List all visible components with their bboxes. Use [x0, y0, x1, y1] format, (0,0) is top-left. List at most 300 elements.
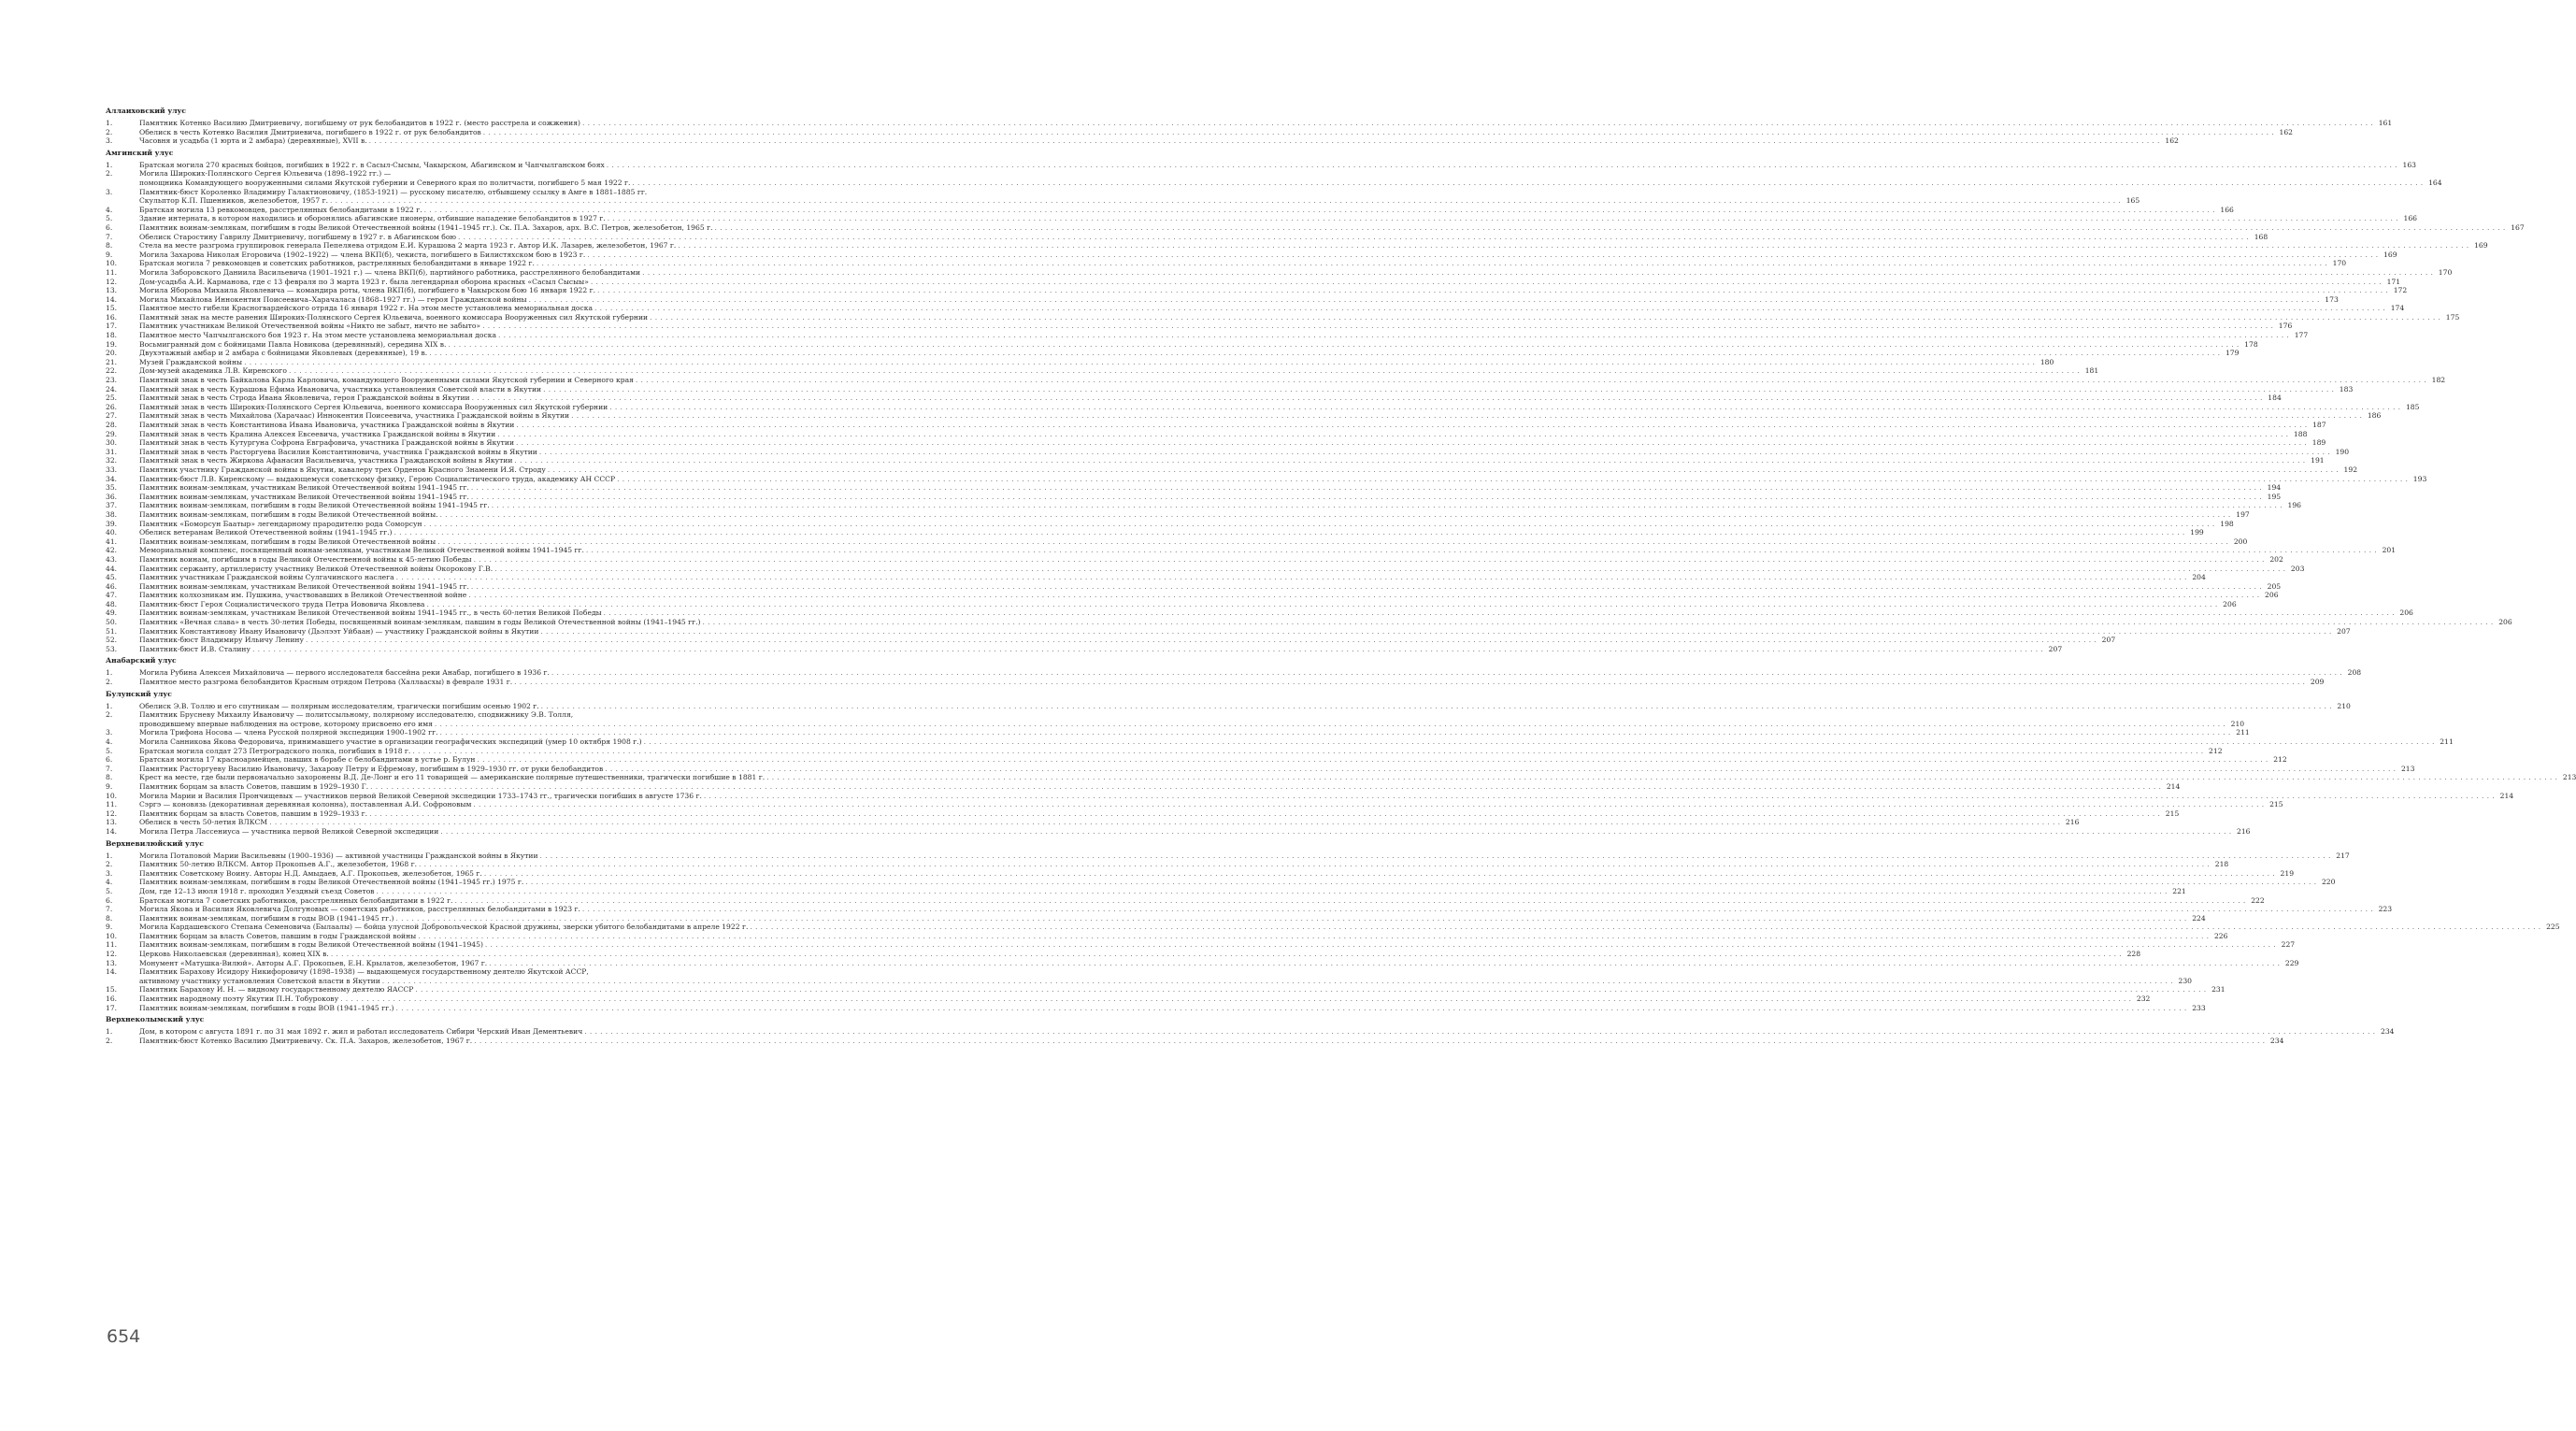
entry-line	[139, 1027, 2395, 1037]
entry-body	[139, 644, 2063, 654]
entry-text: проводившему впервые наблюдения на острове, которому присвоено его имя	[139, 719, 433, 728]
toc-entry	[106, 267, 2453, 278]
entry-number: 5.	[106, 886, 113, 895]
dot-leader	[535, 259, 2329, 268]
entry-body	[139, 160, 2416, 170]
entry-text: Памятный знак в честь Константинова Ивана Ивановича, участника Гражданской войны в Якутии	[139, 421, 515, 429]
dot-leader	[712, 223, 2507, 233]
dot-leader	[595, 286, 2390, 295]
entry-text: Памятник Барахову И. Н. — видному государственному деятелю ЯАССР	[139, 985, 414, 995]
dot-leader	[765, 773, 2559, 782]
toc-entry	[106, 826, 2251, 837]
toc-entry	[106, 800, 2283, 809]
toc-entry	[106, 322, 2293, 331]
dot-leader	[367, 136, 2162, 146]
entry-body	[139, 773, 2576, 782]
entry-page: 164	[2428, 178, 2442, 187]
entry-number: 5.	[106, 214, 113, 223]
entry-number: 9.	[106, 923, 113, 932]
entry-line	[139, 214, 2417, 223]
dot-leader	[424, 600, 2219, 609]
entry-text: Памятный знак в честь Расторгуева Василия Константиновича, участника Гражданской войны в Якутии	[139, 447, 537, 456]
entry-page: 184	[2268, 394, 2282, 403]
toc-entry	[106, 868, 2295, 879]
entry-body	[139, 826, 2251, 837]
dot-leader	[469, 493, 2264, 502]
entry-line	[139, 136, 2179, 146]
entry-line	[139, 781, 2181, 792]
toc-entry	[106, 985, 2225, 995]
entry-text: Могила Трифона Носова — члена Русской полярной экспедиции 1900–1902 гг.	[139, 728, 438, 737]
entry-page: 178	[2244, 339, 2258, 349]
entry-body	[139, 573, 2206, 582]
entry-text: Памятник-бюст Владимиру Ильичу Ленину	[139, 636, 304, 645]
entry-text: Памятное место Чапчылганского боя 1923 г. На этом месте установлена мемориальная доска	[139, 331, 496, 340]
toc-entry	[106, 286, 2408, 295]
entry-body	[139, 940, 2296, 950]
entry-text: Памятник 50-летию ВЛКСМ. Автор Прокопьев А.Г., железобетон, 1968 г.	[139, 860, 418, 869]
entry-number: 27.	[106, 411, 118, 421]
dot-leader	[472, 555, 2267, 565]
entry-body	[139, 985, 2225, 995]
entry-line	[139, 967, 1034, 977]
toc-section	[106, 656, 2362, 687]
entry-page: 219	[2280, 868, 2295, 878]
entry-text: Памятник Расторгуеву Василию Ивановичу, Захарову Петру и Ефремову, погибшим в 1929–1930 гг. от руки белобандитов	[139, 764, 604, 773]
dot-leader	[615, 475, 2410, 484]
entry-body	[139, 626, 2351, 637]
toc-section	[106, 838, 2560, 1013]
entry-number: 13.	[106, 286, 118, 295]
entry-text: Памятное место разгрома белобандитов Красным отрядом Петрова (Халлаасхы) в феврале 1931 г.	[139, 678, 513, 687]
entry-number: 41.	[106, 537, 118, 546]
entry-line	[139, 626, 2351, 637]
toc-entry	[106, 357, 2054, 367]
toc-entry	[106, 591, 2279, 600]
entry-page: 210	[2230, 719, 2245, 728]
entry-line	[139, 169, 1034, 179]
entry-body	[139, 913, 2206, 923]
entry-text: Памятник Константинову Ивану Ивановичу (Дьэлээт Уйбаан) — участнику Гражданской войны в Якутии	[139, 626, 539, 636]
entry-number: 7.	[106, 905, 113, 914]
entry-body	[139, 277, 2401, 287]
entry-text: Памятник воинам-землякам, погибшим в годы ВОВ (1941–1945 гг.)	[139, 1003, 394, 1012]
entry-page: 177	[2294, 331, 2309, 340]
entry-page: 214	[2166, 781, 2181, 791]
entry-line	[139, 608, 2413, 618]
entry-line	[139, 119, 2393, 128]
entry-text: Памятник воинам-землякам, погибшим в годы Великой Отечественной войны.	[139, 509, 438, 519]
entry-number: 11.	[106, 800, 118, 809]
dot-leader	[512, 456, 2307, 465]
entry-page: 215	[2165, 809, 2180, 818]
entry-page: 224	[2192, 913, 2206, 923]
toc-entry	[106, 214, 2417, 223]
entry-text: Памятник «Боморсун Баатыр» легендарному прародителю рода Соморсун	[139, 519, 422, 528]
entry-text: Памятник «Вечная слава» в честь 30-летия Победы, посвященный воинам-землякам, павшим в годы Великой Отечественной войны (1941–1945 гг.)	[139, 618, 701, 627]
entry-page: 213	[2400, 764, 2415, 773]
toc-entry	[106, 931, 2228, 941]
entry-text: Могила Марии и Василия Прончищевых — участников первой Великой Северной экспедиции 1733–1743 гг., трагически погибших в августе 1736 г.	[139, 791, 702, 800]
entry-number: 1.	[106, 668, 113, 678]
entry-number: 32.	[106, 456, 118, 465]
entry-page: 180	[2039, 357, 2054, 366]
dot-leader	[375, 887, 2169, 896]
dot-leader	[569, 411, 2364, 421]
entry-number: 5.	[106, 746, 113, 755]
entry-body	[139, 791, 2514, 801]
toc-entry	[106, 528, 2204, 537]
entry-line	[139, 719, 2245, 729]
dot-leader	[514, 438, 2309, 448]
entry-number: 18.	[106, 331, 118, 340]
dot-leader	[287, 366, 2082, 376]
entry-page: 202	[2269, 554, 2283, 564]
entry-body	[139, 312, 2460, 322]
entry-body	[139, 394, 2282, 403]
entry-number: 30.	[106, 438, 118, 448]
dot-leader	[338, 995, 2133, 1004]
entry-number: 29.	[106, 429, 118, 438]
entry-body	[139, 376, 2446, 385]
entry-page: 192	[2343, 465, 2358, 474]
entry-number: 46.	[106, 581, 118, 591]
entry-text: Памятник сержанту, артиллеристу участнику Великой Отечественной войны Окорокову Г.В.	[139, 564, 494, 573]
section-title: Булунский улус	[106, 689, 172, 698]
entry-line	[139, 710, 1034, 720]
toc-entry	[106, 940, 2296, 950]
dot-leader	[433, 720, 2227, 729]
entry-text: Могила Кардашевского Степана Семеновича (Былаалы) — бойца улусной Добровольческой Красной дружины, зверски убитого белобандитами в апреле 1922 г.	[139, 923, 749, 932]
entry-body	[139, 800, 2283, 809]
entry-page: 217	[2336, 851, 2350, 860]
entry-text: Могила Яборова Михаила Яковлевича — командира роты, члена ВКП(б), погибшего в Чакырском бою 16 января 1922 г.	[139, 286, 595, 295]
dot-leader	[394, 914, 2188, 923]
entry-body	[139, 474, 2427, 484]
entry-page: 211	[2236, 728, 2250, 737]
entry-line	[139, 913, 2206, 923]
toc-entry	[106, 668, 2362, 678]
entry-body	[139, 357, 2054, 367]
entry-number: 12.	[106, 277, 118, 286]
entry-body	[139, 501, 2301, 510]
entry-body	[139, 886, 2186, 896]
dot-leader	[394, 1004, 2188, 1013]
entry-line	[139, 501, 2301, 510]
entry-text: Обелиск Старостину Гаврилу Дмитриевичу, погибшему в 1927 г. в Абагинском бою	[139, 232, 456, 241]
dot-leader	[550, 668, 2344, 678]
entry-text: Памятник воинам-землякам, погибшим в годы Великой Отечественной войны (1941–1945 гг.). Ск. П.А. Захаров, арх. В.С. Петров, железобетон, 1965 г.	[139, 222, 713, 232]
entry-body	[139, 710, 2245, 728]
dot-leader	[416, 932, 2211, 941]
entry-text: Обелиск ветеранам Великой Отечественной войны (1941–1945 гг.)	[139, 528, 393, 537]
entry-line	[139, 267, 2453, 278]
entry-text: Памятник участнику Гражданской войны в Якутии, кавалеру трех Орденов Красного Знамени И.Я. Строду	[139, 465, 546, 474]
entry-number: 14.	[106, 826, 118, 836]
toc-entry	[106, 773, 2576, 782]
dot-leader	[328, 196, 2123, 206]
entry-text: Памятник воинам-землякам, участникам Великой Отечественной войны 1941–1945 гг., в честь 60-летия Великой Победы	[139, 608, 602, 618]
entry-line	[139, 537, 2248, 547]
toc-entry	[106, 127, 2294, 137]
entry-line	[139, 728, 2250, 737]
toc-entry	[106, 546, 2397, 555]
entry-line	[139, 376, 2446, 385]
entry-body	[139, 546, 2397, 555]
entry-line	[139, 701, 2351, 711]
entry-body	[139, 456, 2325, 465]
entry-line	[139, 976, 2192, 986]
dot-leader	[267, 818, 2062, 827]
dot-leader	[539, 702, 2334, 711]
entry-text: Памятник колхозникам им. Пушкина, участвовавших в Великой Отечественной войне	[139, 591, 467, 600]
entry-number: 24.	[106, 384, 118, 394]
dot-leader	[422, 206, 2217, 215]
entry-page: 196	[2287, 501, 2301, 510]
dot-leader	[603, 765, 2397, 774]
entry-line	[139, 483, 2282, 493]
dot-leader	[538, 627, 2333, 637]
entry-line	[139, 905, 2393, 914]
entry-body	[139, 331, 2309, 340]
entry-number: 3.	[106, 868, 113, 878]
dot-leader	[480, 322, 2275, 331]
entry-page: 169	[2383, 250, 2397, 259]
entry-line	[139, 923, 2560, 932]
entry-page: 213	[2562, 773, 2576, 782]
entry-line	[139, 591, 2279, 600]
entry-number: 9.	[106, 781, 113, 791]
dot-leader	[470, 394, 2265, 403]
dot-leader	[538, 851, 2333, 861]
entry-text: Крест на месте, где были первоначально захоронены В.Д. Де-Лонг и его 11 товарищей — американские полярные путешественники, трагически погибшие в 1881 г.	[139, 773, 766, 782]
entry-body	[139, 127, 2294, 137]
dot-leader	[608, 403, 2402, 412]
entry-line	[139, 250, 2397, 260]
entry-text: Памятный знак в честь Курашова Ефима Ивановича, участника установления Советской власти в Якутии	[139, 384, 542, 394]
entry-number: 1.	[106, 701, 113, 710]
entry-line	[139, 456, 2325, 465]
entry-body	[139, 781, 2181, 792]
entry-body	[139, 411, 2382, 421]
toc-entry	[106, 205, 2234, 215]
toc-entry	[106, 232, 2268, 242]
page-number: 654	[107, 1326, 141, 1347]
entry-body	[139, 429, 2308, 439]
entry-body	[139, 509, 2250, 520]
toc-entry	[106, 160, 2416, 170]
toc-section	[106, 148, 2525, 654]
entry-page: 200	[2233, 537, 2248, 546]
entry-page: 166	[2403, 214, 2417, 223]
entry-body	[139, 591, 2279, 600]
entry-body	[139, 931, 2228, 941]
entry-line	[139, 818, 2080, 827]
entry-text: Памятник Советскому Воину. Авторы Н.Д. Амыдаев, А.Г. Прокопьев, железобетон, 1965 г.	[139, 868, 482, 878]
entry-number: 38.	[106, 509, 118, 519]
dot-leader	[584, 546, 2379, 555]
entry-page: 207	[2337, 626, 2351, 636]
entry-number: 10.	[106, 931, 118, 940]
entry-text: Часовня и усадьба (1 юрта и 2 амбара) (деревянные), XVII в.	[139, 136, 367, 146]
entry-line	[139, 554, 2283, 565]
entry-page: 220	[2321, 878, 2336, 887]
entry-page: 197	[2236, 509, 2250, 519]
dot-leader	[514, 421, 2309, 430]
entry-body	[139, 967, 2192, 985]
entry-line	[139, 678, 2325, 687]
dot-leader	[417, 860, 2211, 869]
entry-page: 198	[2220, 519, 2234, 528]
entry-number: 10.	[106, 259, 118, 268]
toc-entry	[106, 636, 2116, 645]
entry-page: 162	[2165, 136, 2179, 146]
dot-leader	[537, 448, 2332, 457]
dot-leader	[483, 940, 2278, 950]
entry-line	[139, 764, 2415, 774]
entry-line	[139, 178, 2442, 188]
dot-leader	[640, 268, 2435, 278]
entry-number: 2.	[106, 678, 113, 687]
toc-entry	[106, 564, 2305, 574]
entry-number: 14.	[106, 294, 118, 304]
entry-page: 163	[2402, 160, 2416, 169]
entry-page: 234	[2380, 1027, 2395, 1037]
toc-entry	[106, 402, 2420, 412]
entry-number: 3.	[106, 187, 113, 196]
entry-number: 14.	[106, 967, 118, 977]
entry-page: 210	[2337, 701, 2351, 710]
entry-text: Памятный знак в честь Михайлова (Харачаас) Иннокентия Поисеевича, участника Гражданской войны в Якутии	[139, 411, 570, 421]
toc-entry	[106, 599, 2237, 609]
entry-text: Памятник участникам Великой Отечественной войны «Никто не забыт, ничто не забыто»	[139, 322, 481, 331]
entry-number: 50.	[106, 618, 118, 627]
entry-text: Памятник воинам-землякам, погибшим в годы ВОВ (1941–1945 гг.)	[139, 913, 394, 923]
entry-page: 179	[2225, 349, 2240, 358]
entry-text: Памятник воинам, погибшим в годы Великой Отечественной войны к 45-летию Победы	[139, 554, 472, 564]
toc-entry	[106, 905, 2393, 914]
entry-line	[139, 644, 2063, 654]
entry-text: Памятный знак в честь Кралина Алексея Евсеевича, участника Гражданской войны в Якутии	[139, 429, 496, 438]
entry-line	[139, 474, 2427, 484]
entry-line	[139, 394, 2282, 403]
toc-entry	[106, 728, 2250, 737]
toc-entry	[106, 710, 2245, 728]
entry-body	[139, 205, 2234, 215]
entry-page: 206	[2265, 591, 2279, 600]
entry-body	[139, 492, 2282, 502]
entry-line	[139, 349, 2240, 358]
entry-body	[139, 402, 2420, 412]
toc-entry	[106, 878, 2336, 887]
entry-body	[139, 286, 2408, 295]
entry-text: Дом, в котором с августа 1891 г. по 31 мая 1892 г. жил и работал исследователь Сибири Черский Иван Дементьевич	[139, 1027, 583, 1037]
toc-entry	[106, 755, 2287, 765]
entry-number: 42.	[106, 546, 118, 555]
dot-leader	[606, 214, 2400, 223]
entry-number: 10.	[106, 791, 118, 800]
dot-leader	[642, 737, 2437, 747]
dot-leader	[700, 618, 2495, 627]
toc-entry	[106, 222, 2525, 233]
dot-leader	[242, 358, 2037, 367]
dot-leader	[602, 608, 2397, 618]
entry-number: 3.	[106, 136, 113, 146]
entry-line	[139, 564, 2305, 574]
entry-text: Братская могила 7 ревкомовцев и советских работников, растрелянных белобандитами в январе 1922 г.	[139, 259, 535, 268]
dot-leader	[250, 645, 2045, 654]
entry-page: 189	[2311, 438, 2326, 448]
entry-page: 234	[2269, 1036, 2284, 1045]
toc-entry	[106, 737, 2454, 747]
entry-text: Обелиск в честь 50-летия ВЛКСМ	[139, 818, 268, 827]
entry-body	[139, 519, 2234, 529]
entry-number: 35.	[106, 483, 118, 493]
toc-entry	[106, 241, 2488, 250]
entry-text: Могила Заборовского Даниила Васильевича (1901–1921 г.) — члена ВКП(б), партийного работника, расстрелянного белобандитами	[139, 267, 641, 277]
entry-number: 1.	[106, 1027, 113, 1037]
entry-page: 203	[2290, 564, 2305, 573]
entry-line	[139, 232, 2268, 242]
entry-number: 6.	[106, 755, 113, 765]
entry-number: 2.	[106, 710, 113, 720]
entry-page: 172	[2393, 286, 2408, 295]
entry-body	[139, 483, 2282, 493]
entry-text: Дом-усадьба А.И. Кармановa, где с 13 февраля по 3 марта 1923 г. была легендарная оборона красных «Сасыл Сысыы»	[139, 277, 589, 286]
toc-entry	[106, 781, 2181, 792]
entry-page: 225	[2546, 923, 2560, 932]
dot-leader	[495, 430, 2290, 439]
dot-leader	[472, 1037, 2267, 1046]
toc-entry	[106, 474, 2427, 484]
entry-number: 2.	[106, 127, 113, 136]
entry-line	[139, 205, 2234, 215]
entry-body	[139, 421, 2326, 430]
dot-leader	[469, 483, 2264, 493]
entry-page: 199	[2190, 528, 2204, 537]
dot-leader	[469, 582, 2264, 592]
dot-leader	[410, 747, 2205, 756]
entry-text: Памятник воинам-землякам, участникам Великой Отечественной войны 1941–1945 гг.	[139, 581, 469, 591]
dot-leader	[593, 304, 2387, 313]
entry-page: 212	[2209, 746, 2223, 755]
entry-number: 28.	[106, 421, 118, 429]
entry-text: Памятник воинам-землякам, погибшим в годы Великой Отечественной войны (1941–1945)	[139, 940, 483, 950]
toc-entry	[106, 384, 2354, 394]
entry-body	[139, 241, 2488, 250]
entry-body	[139, 366, 2099, 376]
toc-entry	[106, 701, 2351, 711]
entry-page: 216	[2237, 826, 2251, 836]
toc-entry	[106, 429, 2308, 439]
entry-body	[139, 187, 2140, 206]
entry-line	[139, 985, 2225, 995]
entry-text: Могила Широких-Полянского Сергея Юльевича (1898–1922 гг.) —	[139, 169, 392, 179]
toc-entry	[106, 169, 2442, 187]
entry-line	[139, 895, 2265, 906]
entry-line	[139, 878, 2336, 887]
toc-entry	[106, 791, 2514, 801]
entry-line	[139, 573, 2206, 582]
entry-body	[139, 636, 2116, 645]
entry-body	[139, 950, 2141, 959]
entry-page: 193	[2412, 474, 2427, 483]
entry-body	[139, 119, 2393, 128]
entry-text: Памятник-бюст И.В. Сталину	[139, 644, 250, 653]
entry-line	[139, 851, 2350, 861]
entry-page: 218	[2214, 860, 2229, 869]
entry-page: 185	[2405, 402, 2420, 411]
